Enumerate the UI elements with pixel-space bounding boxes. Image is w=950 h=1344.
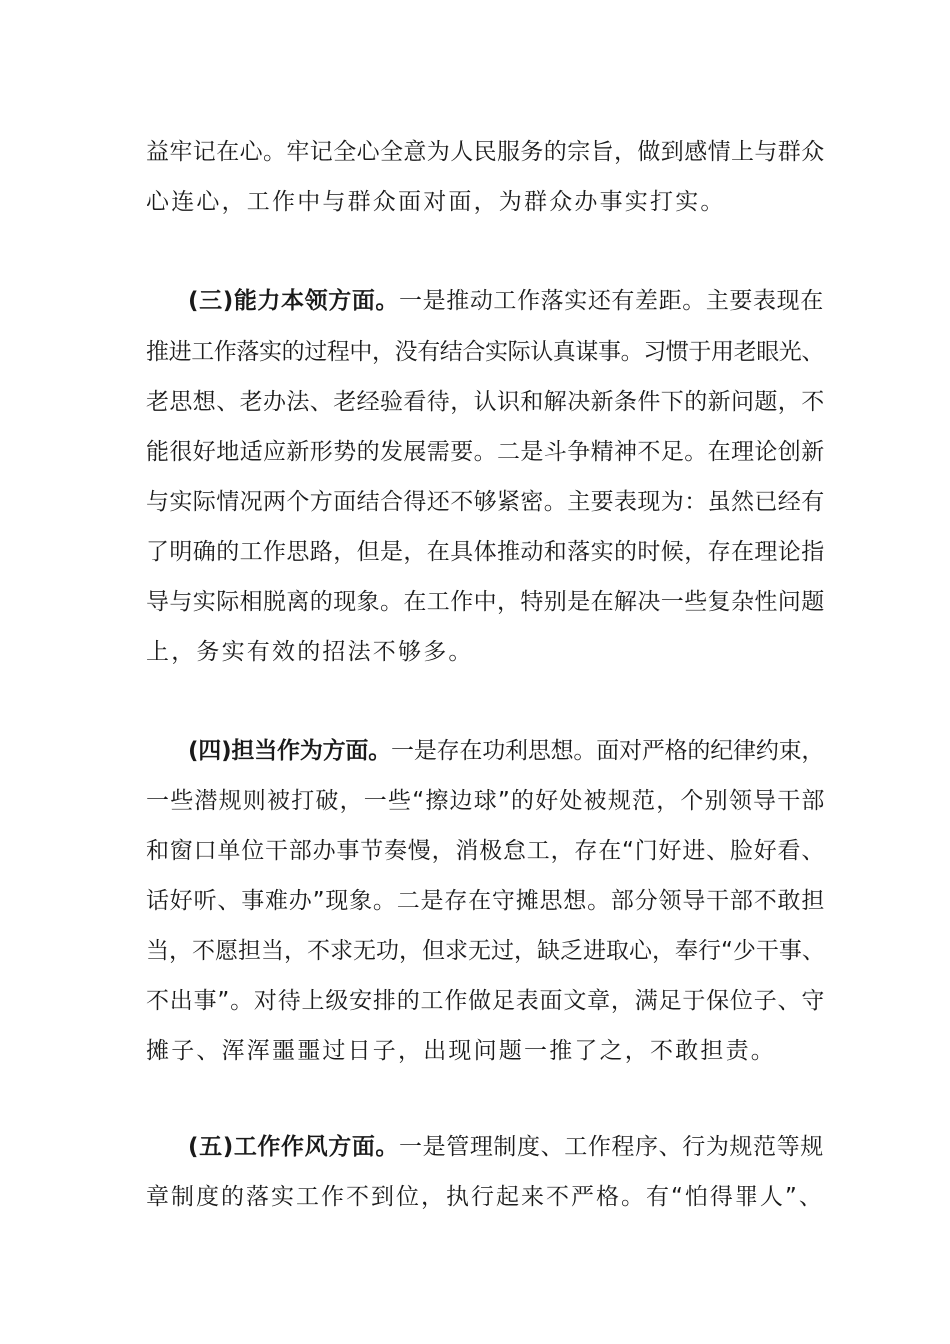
paragraph-text: 一是存在功利思想。面对严格的纪律约束， xyxy=(391,738,825,764)
paragraph-first-line xyxy=(188,1131,828,1163)
paragraph-line: 导与实际相脱离的现象。在工作中，特别是在解决一些复杂性问题 xyxy=(146,589,825,615)
paragraph-line: 章制度的落实工作不到位，执行起来不严格。有“怕得罪人”、 xyxy=(146,1184,824,1210)
paragraph-line: 摊子、浑浑噩噩过日子，出现问题一推了之，不敢担责。 xyxy=(146,1038,776,1064)
paragraph-line: 心连心，工作中与群众面对面，为群众办事实打实。 xyxy=(146,189,726,215)
paragraph-line: 当，不愿担当，不求无功，但求无过，缺乏进取心，奉行“少干事、 xyxy=(146,938,825,964)
paragraph-line: 上，务实有效的招法不够多。 xyxy=(146,639,474,665)
paragraph-line: 不出事”。对待上级安排的工作做足表面文章，满足于保位子、守 xyxy=(146,988,826,1014)
paragraph-line: 老思想、老办法、老经验看待，认识和解决新条件下的新问题，不 xyxy=(146,389,825,415)
paragraph-line: 和窗口单位干部办事节奏慢，消极怠工，存在“门好进、脸好看、 xyxy=(146,838,826,864)
section-heading: (三)能力本领方面。 xyxy=(188,288,400,314)
paragraph-first-line xyxy=(188,285,828,317)
paragraph-line: 与实际情况两个方面结合得还不够紧密。主要表现为：虽然已经有 xyxy=(146,489,825,515)
paragraph-line: 话好听、事难办”现象。二是存在守摊思想。部分领导干部不敢担 xyxy=(146,888,826,914)
paragraph-line: 一些潜规则被打破，一些“擦边球”的好处被规范，个别领导干部 xyxy=(146,788,826,814)
paragraph-first-line xyxy=(188,735,828,767)
paragraph-text: 一是推动工作落实还有差距。主要表现在 xyxy=(399,288,824,314)
paragraph-line: 益牢记在心。牢记全心全意为人民服务的宗旨，做到感情上与群众 xyxy=(146,139,825,165)
paragraph-line: 能很好地适应新形势的发展需要。二是斗争精神不足。在理论创新 xyxy=(146,439,825,465)
paragraph-line: 了明确的工作思路，但是，在具体推动和落实的时候，存在理论指 xyxy=(146,539,825,565)
section-heading: (四)担当作为方面。 xyxy=(188,738,392,764)
paragraph-text: 一是管理制度、工作程序、行为规范等规 xyxy=(399,1134,824,1160)
paragraph-line: 推进工作落实的过程中，没有结合实际认真谋事。习惯于用老眼光、 xyxy=(146,339,825,365)
section-heading: (五)工作作风方面。 xyxy=(188,1134,400,1160)
